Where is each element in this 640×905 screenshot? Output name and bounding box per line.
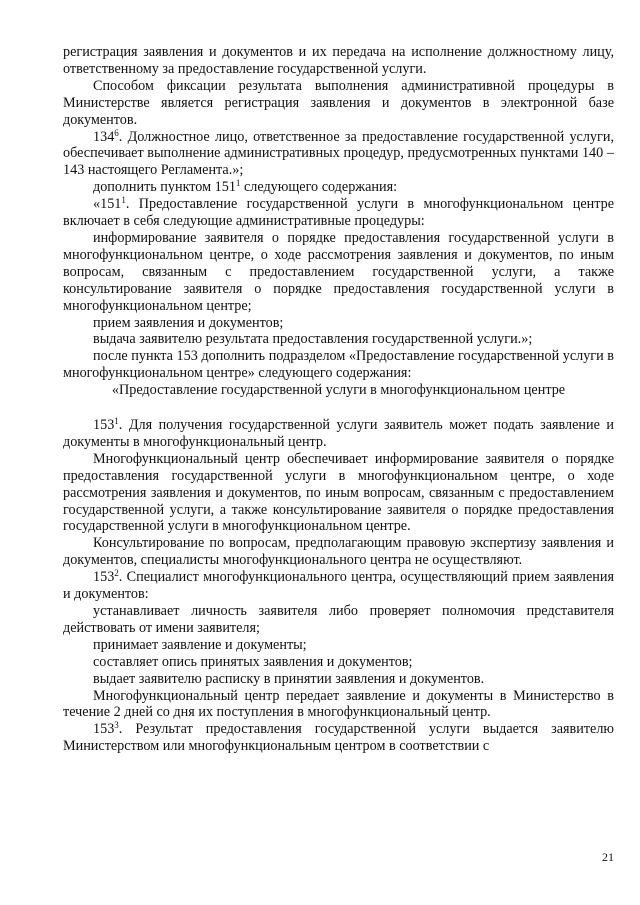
- paragraph-153-2: $153^2$. Специалист многофункционального центра, осуществляющий прием заявления и документов:: [63, 568, 614, 603]
- clause-number: 153: [93, 417, 115, 434]
- clause-number: 153: [93, 721, 115, 738]
- clause-number: 153: [93, 569, 115, 586]
- clause-superscript: 2: [114, 568, 119, 579]
- blank-line: [63, 399, 614, 417]
- paragraph-reception: прием заявления и документов;: [93, 314, 284, 331]
- paragraph-inventory: составляет опись принятых заявления и документов;: [93, 653, 413, 670]
- paragraph-identity: устанавливает личность заявителя либо проверяет полномочия представителя действовать от имени заявителя;: [63, 603, 614, 636]
- paragraph-accepts: принимает заявление и документы;: [93, 636, 307, 653]
- clause-superscript: 3: [114, 720, 119, 731]
- page-number: 21: [602, 850, 614, 864]
- paragraph-informing: информирование заявителя о порядке предоставления государственной услуги в многофункциональном центре, о ходе рассмотрения заявления и документов, по иным вопросам, связанным с предоставлением государственной услуги, а также консультирование заявителя о порядке предоставления государственной услуги в многофункциональном центре;: [63, 229, 614, 314]
- paragraph-151-1: «$151^1$. Предоставление государственной услуги в многофункциональном центре включает в себя следующие административные процедуры:: [63, 195, 614, 230]
- clause-superscript: 1: [121, 195, 126, 206]
- paragraph-153-1: $153^1$. Для получения государственной услуги заявитель может подать заявление и документы в многофункциональный центр.: [63, 416, 614, 450]
- paragraph-153-3: $153^3$. Результат предоставления государственной услуги выдается заявителю Министерством или многофункциональным центром в соответствии с: [63, 720, 614, 755]
- paragraph-after-153: после пункта 153 дополнить подразделом «Предоставление государственной услуги в многофункциональном центре» следующего содержания:: [63, 348, 614, 382]
- subsection-heading: «Предоставление государственной услуги в многофункциональном центре: [111, 382, 566, 399]
- paragraph-134-6: $134^6$. Должностное лицо, ответственное за предоставление государственной услуги, обеспечивает выполнение административных процедур, предусмотренных пунктами 140 – 143 настоящего Регламента.»;: [63, 127, 614, 179]
- paragraph-mfc-informing: Многофункциональный центр обеспечивает информирование заявителя о порядке предоставления государственной услуги в многофункциональном центре, о ходе рассмотрения заявления и документов, по иным вопросам, связанным с предоставлением государственной услуги, а также консультирование заявителя о порядке предоставления государственной услуги в многофункциональном центре.: [63, 450, 614, 535]
- clause-superscript: 6: [114, 127, 119, 138]
- paragraph-registration: регистрация заявления и документов и их передача на исполнение должностному лицу, ответственному за предоставление государственной услуги.: [63, 44, 614, 77]
- paragraph-consulting: Консультирование по вопросам, предполагающим правовую экспертизу заявления и документов, специалисты многофункционального центра не осуществляют.: [63, 535, 614, 569]
- paragraph-transfer: Многофункциональный центр передает заявление и документы в Министерство в течение 2 дней со дня их поступления в многофункциональный центр.: [63, 687, 614, 721]
- paragraph-receipt: выдает заявителю расписку в принятии заявления и документов.: [93, 670, 485, 687]
- paragraph-issuance: выдача заявителю результата предоставления государственной услуги.»;: [93, 331, 533, 348]
- clause-number: «151: [93, 196, 122, 213]
- document-body: [63, 44, 614, 755]
- clause-superscript: 1: [114, 416, 119, 427]
- paragraph-add-151-1: дополнить пунктом $151^1$ следующего содержания:: [93, 178, 398, 196]
- clause-number: 134: [93, 128, 115, 145]
- paragraph-fixation-method: Способом фиксации результата выполнения административной процедуры в Министерстве является регистрация заявления и документов в электронной базе документов.: [63, 77, 614, 128]
- clause-superscript: 1: [235, 178, 241, 189]
